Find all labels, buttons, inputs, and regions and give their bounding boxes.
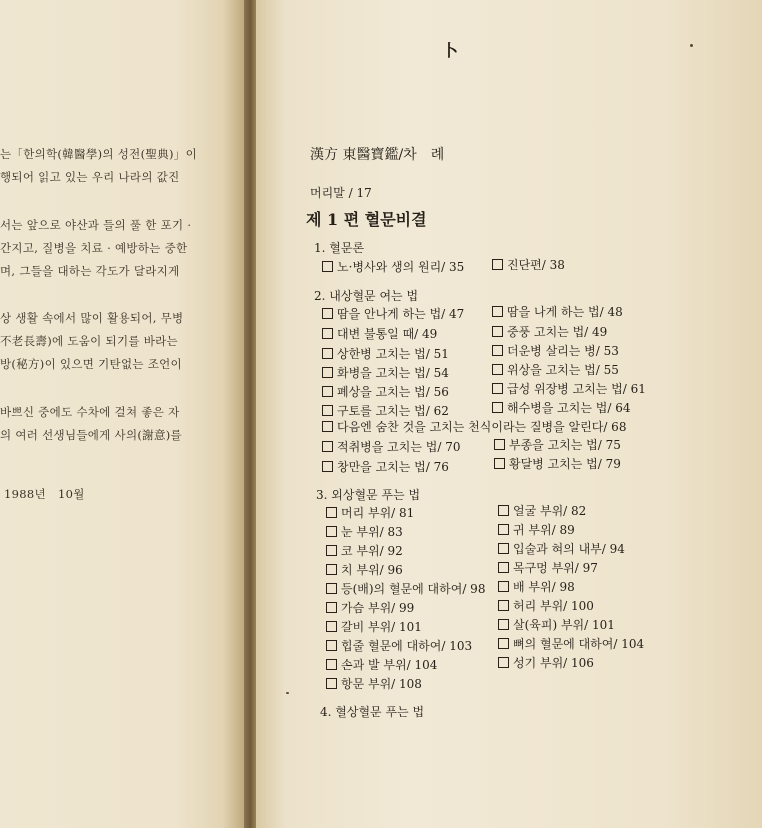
checkbox-icon bbox=[492, 259, 503, 270]
toc-entry: 살(육피) 부위/ 101 bbox=[498, 616, 615, 633]
checkbox-icon bbox=[326, 545, 337, 556]
checkbox-icon bbox=[492, 345, 503, 356]
toc-entry: 항문 부위/ 108 bbox=[326, 675, 422, 692]
paper-speck bbox=[286, 692, 289, 694]
toc-entry: 입술과 혀의 내부/ 94 bbox=[498, 540, 625, 557]
checkbox-icon bbox=[492, 306, 503, 317]
left-text-line: 행되어 읽고 있는 우리 나라의 값진 bbox=[0, 170, 180, 184]
left-text-line: 不老長壽)에 도움이 되기를 바라는 bbox=[0, 334, 178, 348]
checkbox-icon bbox=[326, 621, 337, 632]
checkbox-icon bbox=[326, 602, 337, 613]
toc-entry: 구토를 고치는 법/ 62 bbox=[322, 402, 449, 419]
toc-entry: 배 부위/ 98 bbox=[498, 578, 575, 595]
part-title: 제 1 편 혈문비결 bbox=[306, 210, 427, 229]
checkbox-icon bbox=[498, 657, 509, 668]
paper-speck bbox=[690, 44, 693, 47]
left-text-line: 서는 앞으로 야산과 들의 풀 한 포기 · bbox=[0, 218, 192, 232]
checkbox-icon bbox=[498, 524, 509, 535]
toc-entry: 코 부위/ 92 bbox=[326, 542, 403, 559]
toc-entry: 손과 발 부위/ 104 bbox=[326, 656, 437, 673]
checkbox-icon bbox=[326, 678, 337, 689]
checkbox-icon bbox=[326, 583, 337, 594]
checkbox-icon bbox=[322, 348, 333, 359]
left-text-line: 는「한의학(韓醫學)의 성전(聖典)」이 bbox=[0, 147, 197, 161]
checkbox-icon bbox=[498, 543, 509, 554]
toc-entry: 얼굴 부위/ 82 bbox=[498, 502, 586, 519]
preface-entry: 머리말 / 17 bbox=[310, 186, 372, 200]
toc-entry: 다음엔 숨찬 것을 고치는 천식이라는 질병을 알린다/ 68 bbox=[322, 418, 626, 435]
checkbox-icon bbox=[492, 326, 503, 337]
checkbox-icon bbox=[494, 458, 505, 469]
checkbox-icon bbox=[322, 461, 333, 472]
checkbox-icon bbox=[322, 421, 333, 432]
checkbox-icon bbox=[494, 439, 505, 450]
toc-entry: 땀을 나게 하는 법/ 48 bbox=[492, 303, 623, 320]
toc-entry: 머리 부위/ 81 bbox=[326, 504, 414, 521]
left-text-line: 상 생활 속에서 많이 활용되어, 무병 bbox=[0, 311, 184, 325]
toc-entry: 대변 불통일 때/ 49 bbox=[322, 325, 437, 342]
section-heading: 4. 혈상혈문 푸는 법 bbox=[320, 705, 425, 719]
toc-entry: 힙줄 혈문에 대하여/ 103 bbox=[326, 637, 472, 654]
toc-entry: 적취병을 고치는 법/ 70 bbox=[322, 438, 461, 455]
checkbox-icon bbox=[322, 308, 333, 319]
checkbox-icon bbox=[322, 261, 333, 272]
right-page bbox=[256, 0, 762, 828]
checkbox-icon bbox=[322, 367, 333, 378]
checkbox-icon bbox=[326, 659, 337, 670]
toc-entry: 뼈의 혈문에 대하여/ 104 bbox=[498, 635, 644, 652]
checkbox-icon bbox=[326, 507, 337, 518]
section-heading: 3. 외상혈문 푸는 법 bbox=[316, 488, 421, 502]
toc-entry: 화병을 고치는 법/ 54 bbox=[322, 364, 449, 381]
toc-entry: 해수병을 고치는 법/ 64 bbox=[492, 399, 631, 416]
toc-entry: 등(배)의 혈문에 대하여/ 98 bbox=[326, 580, 485, 597]
toc-entry: 위상을 고치는 법/ 55 bbox=[492, 361, 619, 378]
left-text-line: 며, 그들을 대하는 각도가 달라지게 bbox=[0, 264, 180, 278]
section-heading: 1. 혈문론 bbox=[314, 241, 365, 255]
checkbox-icon bbox=[322, 441, 333, 452]
left-page bbox=[0, 0, 248, 828]
toc-entry: 더운병 살리는 병/ 53 bbox=[492, 342, 619, 359]
toc-entry: 창만을 고치는 법/ 76 bbox=[322, 458, 449, 475]
toc-entry: 상한병 고치는 법/ 51 bbox=[322, 345, 449, 362]
toc-entry: 성기 부위/ 106 bbox=[498, 654, 594, 671]
toc-entry: 황달병 고치는 법/ 79 bbox=[494, 455, 621, 472]
section-heading: 2. 내상혈문 여는 법 bbox=[314, 289, 419, 303]
checkbox-icon bbox=[498, 505, 509, 516]
toc-entry: 목구멍 부위/ 97 bbox=[498, 559, 598, 576]
checkbox-icon bbox=[326, 640, 337, 651]
checkbox-icon bbox=[498, 638, 509, 649]
left-text-line: 방(秘方)이 있으면 기탄없는 조언이 bbox=[0, 357, 182, 371]
checkbox-icon bbox=[498, 619, 509, 630]
date-month: 10월 bbox=[58, 487, 85, 501]
checkbox-icon bbox=[492, 364, 503, 375]
toc-entry: 치 부위/ 96 bbox=[326, 561, 403, 578]
checkbox-icon bbox=[322, 386, 333, 397]
checkbox-icon bbox=[492, 383, 503, 394]
toc-entry: 급성 위장병 고치는 법/ 61 bbox=[492, 380, 646, 397]
checkbox-icon bbox=[326, 526, 337, 537]
checkbox-icon bbox=[498, 562, 509, 573]
checkbox-icon bbox=[322, 405, 333, 416]
toc-entry: 땀을 안나게 하는 법/ 47 bbox=[322, 305, 464, 322]
checkbox-icon bbox=[492, 402, 503, 413]
left-text-line: 간지고, 질병을 치료 · 예방하는 중한 bbox=[0, 241, 188, 255]
toc-title: 漢方 東醫寶鑑/차 례 bbox=[310, 147, 445, 163]
checkbox-icon bbox=[498, 581, 509, 592]
toc-entry: 허리 부위/ 100 bbox=[498, 597, 594, 614]
toc-entry: 가슴 부위/ 99 bbox=[326, 599, 414, 616]
toc-entry: 귀 부위/ 89 bbox=[498, 521, 575, 538]
checkbox-icon bbox=[498, 600, 509, 611]
date-year: 1988년 bbox=[4, 487, 46, 501]
checkbox-icon bbox=[322, 328, 333, 339]
toc-entry: 진단편/ 38 bbox=[492, 256, 565, 273]
toc-entry: 갈비 부위/ 101 bbox=[326, 618, 422, 635]
left-text-line: 의 여러 선생님들에게 사의(謝意)를 bbox=[0, 428, 182, 442]
toc-entry: 눈 부위/ 83 bbox=[326, 523, 403, 540]
page-mark: 卜 bbox=[442, 41, 459, 60]
toc-entry: 노·병사와 생의 원리/ 35 bbox=[322, 258, 464, 275]
checkbox-icon bbox=[326, 564, 337, 575]
toc-entry: 폐상을 고치는 법/ 56 bbox=[322, 383, 449, 400]
toc-entry: 중풍 고치는 법/ 49 bbox=[492, 323, 607, 340]
left-text-line: 바쁘신 중에도 수차에 걸쳐 좋은 자 bbox=[0, 405, 180, 419]
toc-entry: 부종을 고치는 법/ 75 bbox=[494, 436, 621, 453]
